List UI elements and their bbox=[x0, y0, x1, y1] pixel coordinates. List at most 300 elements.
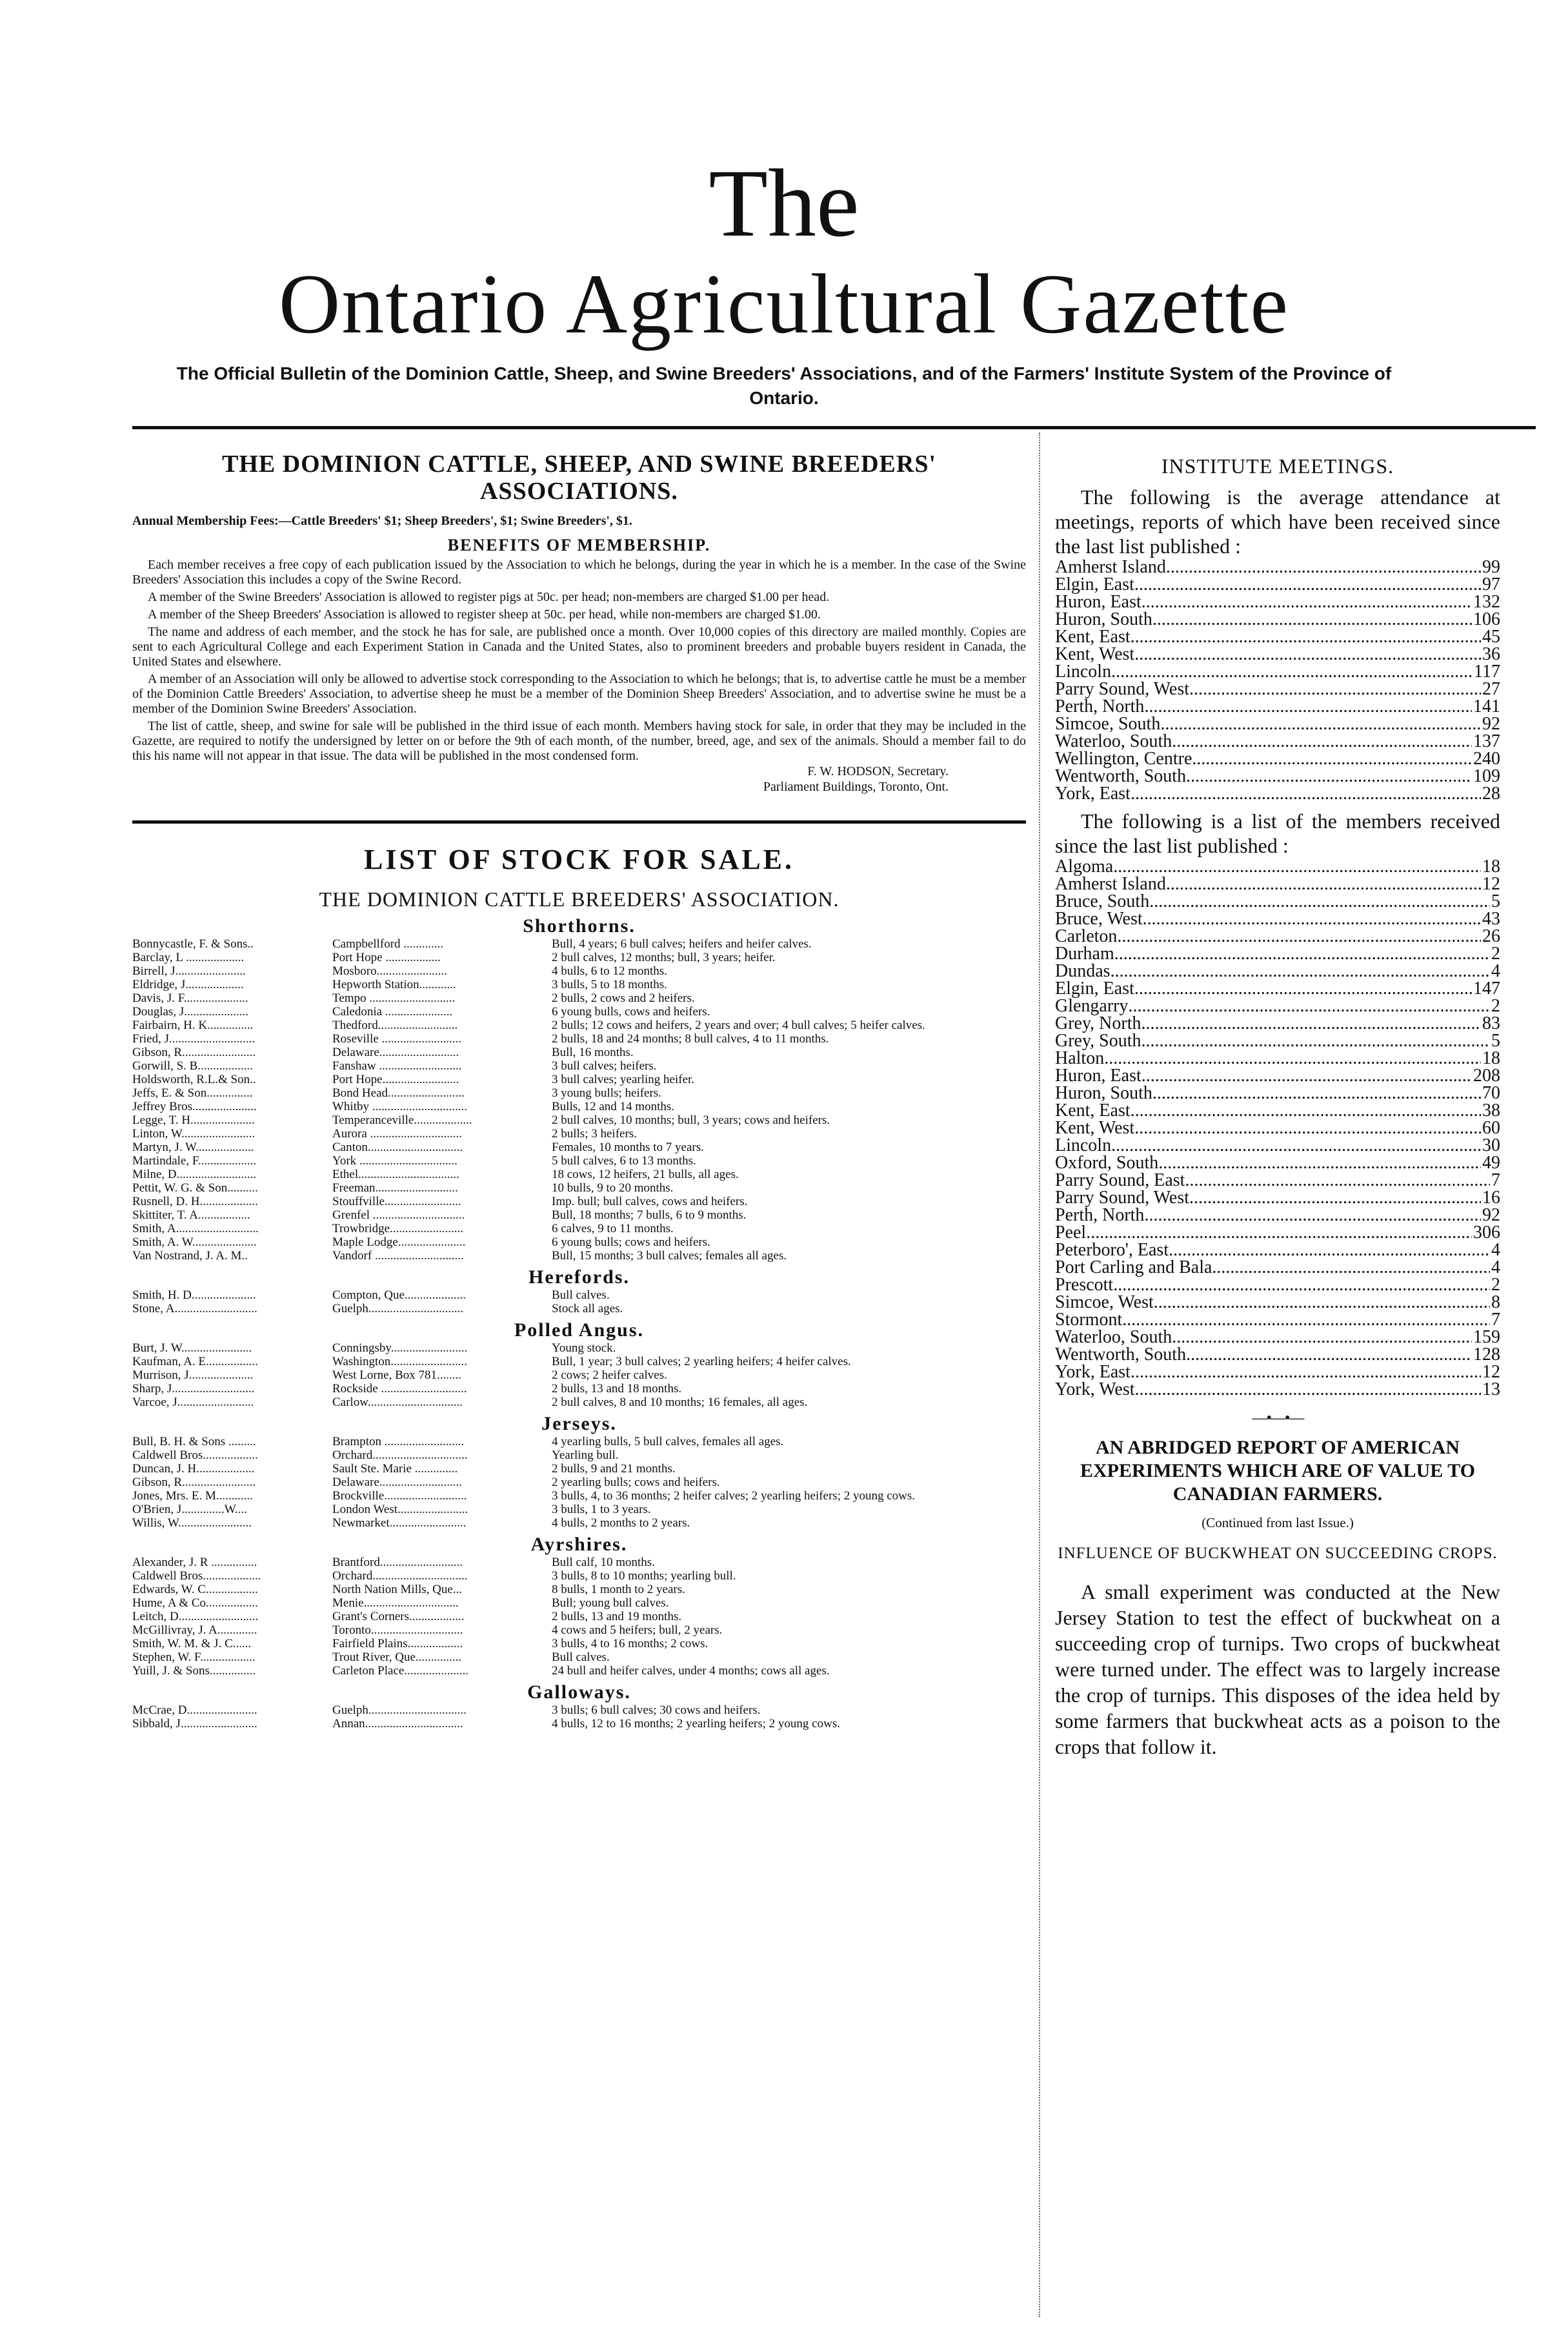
district-name: Wellington, Centre bbox=[1055, 749, 1192, 769]
stock-description: 5 bull calves, 6 to 13 months. bbox=[552, 1154, 696, 1168]
breeder-name: Martyn, J. W................... bbox=[132, 1141, 254, 1154]
breeder-name: McGillivray, J. A............. bbox=[132, 1623, 257, 1637]
district-name: Elgin, East bbox=[1055, 979, 1134, 999]
leader-dots bbox=[1149, 893, 1490, 910]
leader-dots bbox=[1192, 750, 1472, 767]
stock-description: Bull, 15 months; 3 bull calves; females all ages. bbox=[552, 1249, 787, 1263]
leader-dots bbox=[1189, 1189, 1481, 1206]
stock-row bbox=[132, 1489, 1026, 1503]
stock-row bbox=[132, 1569, 1026, 1583]
list-item bbox=[1055, 1381, 1500, 1398]
stock-row bbox=[132, 1073, 1026, 1086]
stock-description: 4 bulls, 12 to 16 months; 2 yearling heifers; 2 young cows. bbox=[552, 1717, 840, 1731]
breeder-location: Ethel................................. bbox=[332, 1168, 459, 1181]
district-name: Parry Sound, East bbox=[1055, 1170, 1185, 1190]
stock-description: 2 bulls, 13 and 18 months. bbox=[552, 1382, 682, 1396]
breeder-name: Jeffrey Bros..................... bbox=[132, 1100, 257, 1113]
stock-description: 3 young bulls; heifers. bbox=[552, 1086, 661, 1100]
stock-description: 4 bulls, 2 months to 2 years. bbox=[552, 1516, 690, 1530]
district-count: 43 bbox=[1482, 909, 1500, 929]
stock-description: Stock all ages. bbox=[552, 1302, 623, 1315]
members-intro: The following is a list of the members received since the last list published : bbox=[1055, 809, 1500, 857]
district-name: Parry Sound, West bbox=[1055, 679, 1190, 699]
top-rule bbox=[132, 426, 1536, 429]
breeder-location: Aurora .............................. bbox=[332, 1127, 463, 1141]
breeder-name: Milne, D.......................... bbox=[132, 1168, 257, 1181]
list-item bbox=[1055, 767, 1500, 785]
breeder-location: Freeman........................... bbox=[332, 1181, 458, 1195]
stock-description: 10 bulls, 9 to 20 months. bbox=[552, 1181, 674, 1195]
stock-row bbox=[132, 1019, 1026, 1032]
district-count: 36 bbox=[1482, 644, 1500, 664]
stock-description: Bull, 16 months. bbox=[552, 1046, 634, 1059]
leader-dots bbox=[1169, 1241, 1490, 1259]
stock-description: 2 bulls, 18 and 24 months; 8 bull calves, 4 to 11 months. bbox=[552, 1032, 829, 1046]
stock-description: 2 bulls, 13 and 19 months. bbox=[552, 1610, 682, 1623]
list-item bbox=[1055, 750, 1500, 767]
list-item bbox=[1055, 997, 1500, 1015]
district-count: 16 bbox=[1482, 1188, 1500, 1208]
breeder-name: Sibbald, J......................... bbox=[132, 1717, 257, 1731]
breeder-name: Jeffs, E. & Son............... bbox=[132, 1086, 253, 1100]
list-item bbox=[1055, 1172, 1500, 1189]
breeder-location: Sault Ste. Marie .............. bbox=[332, 1462, 458, 1476]
district-count: 97 bbox=[1482, 574, 1500, 594]
district-count: 12 bbox=[1482, 1362, 1500, 1382]
district-count: 60 bbox=[1482, 1118, 1500, 1138]
district-count: 30 bbox=[1482, 1135, 1500, 1155]
leader-dots bbox=[1158, 1154, 1481, 1172]
stock-row bbox=[132, 937, 1026, 951]
leader-dots bbox=[1143, 910, 1481, 928]
district-count: 137 bbox=[1473, 731, 1500, 751]
district-name: Amherst Island bbox=[1055, 557, 1166, 577]
continued-note: (Continued from last Issue.) bbox=[1201, 1515, 1354, 1530]
leader-dots bbox=[1086, 1224, 1472, 1241]
stock-description: 2 bulls, 9 and 21 months. bbox=[552, 1462, 676, 1476]
cattle-association-heading: THE DOMINION CATTLE BREEDERS' ASSOCIATION. bbox=[319, 888, 839, 911]
district-count: 92 bbox=[1482, 1205, 1500, 1225]
leader-dots bbox=[1152, 1084, 1481, 1102]
district-count: 4 bbox=[1491, 961, 1500, 981]
breeder-location: Delaware........................... bbox=[332, 1476, 463, 1489]
district-name: Bruce, South bbox=[1055, 891, 1150, 911]
stock-row bbox=[132, 1059, 1026, 1073]
stock-row bbox=[132, 1235, 1026, 1249]
breeder-location: Brockville........................... bbox=[332, 1489, 467, 1503]
stock-description: Young stock. bbox=[552, 1341, 616, 1355]
list-item bbox=[1055, 1311, 1500, 1328]
breeder-name: Birrell, J....................... bbox=[132, 964, 246, 978]
list-item bbox=[1055, 928, 1500, 945]
report-subheading: INFLUENCE OF BUCKWHEAT ON SUCCEEDING CROPS. bbox=[1058, 1545, 1498, 1562]
subtitle: The Official Bulletin of the Dominion Cattle, Sheep, and Swine Breeders' Associations, and of the Farmers' Institute System of the Province of Ontario. bbox=[176, 363, 1392, 408]
district-name: Huron, East bbox=[1055, 592, 1141, 612]
breeder-name: Edwards, W. C................. bbox=[132, 1583, 258, 1596]
district-count: 38 bbox=[1482, 1101, 1500, 1121]
district-name: York, East bbox=[1055, 784, 1131, 804]
district-name: Lincoln bbox=[1055, 1135, 1112, 1155]
district-name: Glengarry bbox=[1055, 996, 1129, 1016]
breeder-name: Bonnycastle, F. & Sons.. bbox=[132, 937, 254, 951]
breeder-location: Fairfield Plains.................. bbox=[332, 1637, 463, 1650]
stock-row bbox=[132, 1596, 1026, 1610]
stock-description: 18 cows, 12 heifers, 21 bulls, all ages. bbox=[552, 1168, 739, 1181]
associations-heading: THE DOMINION CATTLE, SHEEP, AND SWINE BREEDERS' ASSOCIATIONS. bbox=[221, 451, 937, 505]
stock-description: Bull, 18 months; 7 bulls, 6 to 9 months. bbox=[552, 1208, 747, 1222]
stock-description: 2 cows; 2 heifer calves. bbox=[552, 1368, 667, 1382]
breeder-name: Legge, T. H..................... bbox=[132, 1113, 255, 1127]
list-item bbox=[1055, 1189, 1500, 1206]
breeder-location: Stouffville......................... bbox=[332, 1195, 461, 1208]
breeder-location: Campbellford ............. bbox=[332, 937, 444, 951]
stock-row bbox=[132, 1583, 1026, 1596]
attendance-intro: The following is the average attendance at meetings, reports of which have been received since the last list published : bbox=[1055, 485, 1500, 558]
stock-row bbox=[132, 1703, 1026, 1717]
breeder-name: Gorwill, S. B.................. bbox=[132, 1059, 253, 1073]
list-item bbox=[1055, 733, 1500, 750]
stock-description: 4 cows and 5 heifers; bull, 2 years. bbox=[552, 1623, 723, 1637]
leader-dots bbox=[1186, 1346, 1472, 1363]
list-item bbox=[1055, 858, 1500, 875]
stock-row bbox=[132, 1113, 1026, 1127]
stock-row bbox=[132, 1005, 1026, 1019]
district-count: 159 bbox=[1473, 1327, 1500, 1347]
district-count: 99 bbox=[1482, 557, 1500, 577]
breeder-location: Orchard............................... bbox=[332, 1448, 468, 1462]
stock-row bbox=[132, 1462, 1026, 1476]
list-item bbox=[1055, 1084, 1500, 1102]
breeder-name: Willis, W........................ bbox=[132, 1516, 252, 1530]
stock-row bbox=[132, 1516, 1026, 1530]
breed-heading: Galloways. bbox=[527, 1681, 631, 1703]
district-name: Kent, East bbox=[1055, 1101, 1131, 1121]
stock-row bbox=[132, 1382, 1026, 1396]
benefit-paragraph: A member of an Association will only be allowed to advertise stock corresponding to the Association to which he belongs; that is, to advertise cattle he must be a member of the Dominion Cattle Breeders' Association, to advertise sheep he must be a member of the Dominion Sheep Breeders' Association, and to advertise swine he must be a member of the Dominion Swine Breeders' Association. bbox=[132, 672, 1026, 716]
district-name: Stormont bbox=[1055, 1310, 1123, 1330]
secretary-address: Parliament Buildings, Toronto, Ont. bbox=[763, 780, 949, 794]
leader-dots bbox=[1134, 645, 1481, 663]
district-name: Grey, South bbox=[1055, 1031, 1141, 1051]
breeder-location: Compton, Que.................... bbox=[332, 1288, 466, 1302]
breeder-location: Brantford........................... bbox=[332, 1556, 463, 1569]
district-count: 26 bbox=[1482, 926, 1500, 946]
benefit-paragraph: Each member receives a free copy of each publication issued by the Association to which he belongs, during the year in which he is a member. In the case of the Swine Breeders' Association this includes a copy of the Swine Record. bbox=[132, 558, 1026, 587]
stock-row bbox=[132, 1623, 1026, 1637]
breeder-name: Douglas, J..................... bbox=[132, 1005, 248, 1019]
stock-description: Bull; young bull calves. bbox=[552, 1596, 669, 1610]
district-name: Perth, North bbox=[1055, 696, 1145, 716]
stock-description: 3 bulls, 1 to 3 years. bbox=[552, 1503, 651, 1516]
district-name: Wentworth, South bbox=[1055, 766, 1187, 786]
stock-description: Bull calves. bbox=[552, 1288, 610, 1302]
stock-row bbox=[132, 1435, 1026, 1448]
district-name: Kent, East bbox=[1055, 627, 1131, 647]
district-count: 117 bbox=[1474, 662, 1500, 682]
stock-row bbox=[132, 1222, 1026, 1235]
breeder-location: Thedford.......................... bbox=[332, 1019, 458, 1032]
left-column bbox=[132, 445, 1026, 1731]
masthead bbox=[0, 150, 1568, 352]
list-item bbox=[1055, 1206, 1500, 1224]
stock-row bbox=[132, 1610, 1026, 1623]
stock-list bbox=[132, 915, 1026, 1731]
district-name: Peel bbox=[1055, 1223, 1087, 1243]
district-count: 2 bbox=[1491, 1275, 1500, 1295]
list-item bbox=[1055, 715, 1500, 733]
district-name: York, East bbox=[1055, 1362, 1131, 1382]
leader-dots bbox=[1141, 1015, 1481, 1032]
leader-dots bbox=[1117, 928, 1481, 945]
stock-row bbox=[132, 1168, 1026, 1181]
breeder-location: Grant's Corners.................. bbox=[332, 1610, 465, 1623]
district-count: 4 bbox=[1491, 1257, 1500, 1277]
district-count: 240 bbox=[1473, 749, 1500, 769]
stock-row bbox=[132, 1476, 1026, 1489]
stock-row bbox=[132, 1032, 1026, 1046]
stock-row bbox=[132, 991, 1026, 1005]
breeder-location: Annan................................ bbox=[332, 1717, 463, 1731]
leader-dots bbox=[1131, 1102, 1481, 1119]
breeder-name: Smith, W. M. & J. C...... bbox=[132, 1637, 252, 1650]
breeder-name: Pettit, W. G. & Son.......... bbox=[132, 1181, 258, 1195]
district-count: 12 bbox=[1482, 874, 1500, 894]
list-item bbox=[1055, 910, 1500, 928]
column-divider bbox=[1039, 432, 1040, 2317]
district-name: York, West bbox=[1055, 1379, 1135, 1399]
breeder-name: Burt, J. W....................... bbox=[132, 1341, 252, 1355]
list-item bbox=[1055, 593, 1500, 611]
stock-row bbox=[132, 1448, 1026, 1462]
breeder-location: Toronto.............................. bbox=[332, 1623, 463, 1637]
breeder-location: York ................................ bbox=[332, 1154, 457, 1168]
breed-heading: Ayrshires. bbox=[530, 1534, 628, 1555]
breeder-name: Fried, J............................ bbox=[132, 1032, 255, 1046]
breeder-location: West Lorne, Box 781........ bbox=[332, 1368, 462, 1382]
leader-dots bbox=[1144, 698, 1472, 715]
breeder-location: Guelph................................ bbox=[332, 1703, 467, 1717]
district-count: 27 bbox=[1482, 679, 1500, 699]
stock-row bbox=[132, 978, 1026, 991]
stock-row bbox=[132, 1650, 1026, 1664]
breeder-name: Yuill, J. & Sons............... bbox=[132, 1664, 256, 1678]
stock-row bbox=[132, 1355, 1026, 1368]
district-count: 147 bbox=[1473, 979, 1500, 999]
stock-row bbox=[132, 1127, 1026, 1141]
breeder-location: Hepworth Station............ bbox=[332, 978, 456, 991]
breeder-name: Alexander, J. R ............... bbox=[132, 1556, 257, 1569]
breeder-location: Whitby ............................... bbox=[332, 1100, 467, 1113]
leader-dots bbox=[1186, 767, 1472, 785]
stock-description: 3 bull calves; yearling heifer. bbox=[552, 1073, 695, 1086]
district-name: Waterloo, South bbox=[1055, 1327, 1172, 1347]
breeder-location: Roseville .......................... bbox=[332, 1032, 462, 1046]
stock-description: 6 young bulls, cows and heifers. bbox=[552, 1005, 710, 1019]
breeder-name: Barclay, L ................... bbox=[132, 951, 245, 964]
district-count: 18 bbox=[1482, 1048, 1500, 1068]
report-heading: AN ABRIDGED REPORT OF AMERICAN EXPERIMENTS WHICH ARE OF VALUE TO CANADIAN FARMERS. bbox=[1080, 1437, 1476, 1505]
breeder-location: Tempo ............................ bbox=[332, 991, 456, 1005]
list-item bbox=[1055, 1050, 1500, 1067]
breeder-location: Rockside ............................ bbox=[332, 1382, 467, 1396]
institute-heading: INSTITUTE MEETINGS. bbox=[1161, 454, 1394, 478]
leader-dots bbox=[1131, 628, 1481, 645]
leader-dots bbox=[1141, 1067, 1472, 1084]
section-rule bbox=[132, 820, 1026, 824]
stock-description: 2 bulls, 2 cows and 2 heifers. bbox=[552, 991, 695, 1005]
list-item bbox=[1055, 1102, 1500, 1119]
district-name: Elgin, East bbox=[1055, 574, 1134, 594]
district-name: Huron, South bbox=[1055, 609, 1152, 629]
breeder-name: Smith, A........................... bbox=[132, 1222, 259, 1235]
breeder-name: Gibson, R........................ bbox=[132, 1046, 256, 1059]
breeder-name: Leitch, D.......................... bbox=[132, 1610, 259, 1623]
stock-row bbox=[132, 1208, 1026, 1222]
stock-row bbox=[132, 1141, 1026, 1154]
breeder-location: Caledonia ...................... bbox=[332, 1005, 453, 1019]
stock-row bbox=[132, 1249, 1026, 1263]
breeder-name: Hume, A & Co................. bbox=[132, 1596, 258, 1610]
breeder-location: Delaware.......................... bbox=[332, 1046, 459, 1059]
district-count: 7 bbox=[1491, 1310, 1500, 1330]
stock-row bbox=[132, 1503, 1026, 1516]
breeder-name: Stone, A........................... bbox=[132, 1302, 257, 1315]
list-item bbox=[1055, 576, 1500, 593]
district-name: Port Carling and Bala bbox=[1055, 1257, 1212, 1277]
breeder-location: Trowbridge........................ bbox=[332, 1222, 464, 1235]
leader-dots bbox=[1134, 1119, 1481, 1137]
leader-dots bbox=[1131, 1363, 1481, 1381]
leader-dots bbox=[1113, 1276, 1490, 1294]
leader-dots bbox=[1111, 1137, 1481, 1154]
breeder-location: Bond Head......................... bbox=[332, 1086, 465, 1100]
list-item bbox=[1055, 680, 1500, 698]
breeder-location: Orchard............................... bbox=[332, 1569, 468, 1583]
breeder-location: Newmarket......................... bbox=[332, 1516, 467, 1530]
stock-description: 2 bull calves, 10 months; bull, 3 years; cows and heifers. bbox=[552, 1113, 830, 1127]
benefit-paragraph: The name and address of each member, and the stock he has for sale, are published once a month. Over 10,000 copies of this directory are mailed monthly. Copies are sent to each Agricultural College and each Experiment Station in Canada and the United States, also to prominent breeders and probable buyers resident in Canada, the United States and elsewhere. bbox=[132, 625, 1026, 669]
district-count: 106 bbox=[1473, 609, 1500, 629]
leader-dots bbox=[1114, 945, 1490, 962]
district-count: 83 bbox=[1482, 1013, 1500, 1033]
ornament-divider: —•—•— bbox=[1252, 1410, 1303, 1426]
leader-dots bbox=[1166, 875, 1481, 893]
stock-description: 3 bulls; 6 bull calves; 30 cows and heifers. bbox=[552, 1703, 761, 1717]
breeder-name: Caldwell Bros.................. bbox=[132, 1448, 258, 1462]
breeder-name: Varcoe, J......................... bbox=[132, 1396, 254, 1409]
district-name: Wentworth, South bbox=[1055, 1345, 1187, 1365]
breeder-location: Menie............................... bbox=[332, 1596, 459, 1610]
leader-dots bbox=[1172, 1328, 1472, 1346]
list-item bbox=[1055, 980, 1500, 997]
breeder-location: Vandorf ............................. bbox=[332, 1249, 464, 1263]
stock-description: Bull, 4 years; 6 bull calves; heifers and heifer calves. bbox=[552, 937, 812, 951]
breed-heading: Jerseys. bbox=[541, 1413, 617, 1434]
breeder-name: Gibson, R........................ bbox=[132, 1476, 256, 1489]
leader-dots bbox=[1160, 715, 1481, 733]
right-column bbox=[1055, 445, 1500, 1760]
stock-description: Females, 10 months to 7 years. bbox=[552, 1141, 704, 1154]
district-name: Prescott bbox=[1055, 1275, 1114, 1295]
district-name: Huron, East bbox=[1055, 1066, 1141, 1086]
breeder-name: Van Nostrand, J. A. M.. bbox=[132, 1249, 248, 1263]
breed-heading: Shorthorns. bbox=[523, 915, 636, 937]
list-item bbox=[1055, 1224, 1500, 1241]
stock-row bbox=[132, 1396, 1026, 1409]
breeder-location: Carlow............................... bbox=[332, 1396, 463, 1409]
district-count: 18 bbox=[1482, 857, 1500, 877]
breeder-location: London West....................... bbox=[332, 1503, 468, 1516]
district-count: 5 bbox=[1491, 891, 1500, 911]
district-name: Durham bbox=[1055, 944, 1114, 964]
breeder-name: Sharp, J........................... bbox=[132, 1382, 255, 1396]
list-item bbox=[1055, 1259, 1500, 1276]
stock-description: Bull calf, 10 months. bbox=[552, 1556, 655, 1569]
leader-dots bbox=[1135, 1381, 1481, 1398]
list-item bbox=[1055, 1154, 1500, 1172]
members-list bbox=[1055, 858, 1500, 1398]
breed-heading: Polled Angus. bbox=[514, 1319, 645, 1341]
district-name: Oxford, South bbox=[1055, 1153, 1159, 1173]
breeder-name: Smith, H. D..................... bbox=[132, 1288, 256, 1302]
benefit-paragraph: A member of the Swine Breeders' Association is allowed to register pigs at 50c. per head; non-members are charged $1.00 per head. bbox=[148, 590, 830, 604]
breeder-name: Fairbairn, H. K............... bbox=[132, 1019, 254, 1032]
breeder-name: Caldwell Bros................... bbox=[132, 1569, 261, 1583]
stock-description: 2 bull calves, 8 and 10 months; 16 females, all ages. bbox=[552, 1396, 808, 1409]
district-count: 141 bbox=[1473, 696, 1500, 716]
report-paragraph: A small experiment was conducted at the New Jersey Station to test the effect of buckwheat on a succeeding crop of turnips. Two crops of buckwheat were turned under. The effect was to largely increase the crop of turnips. This disposes of the idea held by some farmers that buckwheat acts as a poison to the crops that follow it. bbox=[1055, 1580, 1500, 1758]
stock-description: 2 bull calves, 12 months; bull, 3 years; heifer. bbox=[552, 951, 776, 964]
breeder-name: Davis, J. F..................... bbox=[132, 991, 248, 1005]
stock-row bbox=[132, 1195, 1026, 1208]
stock-description: 3 bulls, 5 to 18 months. bbox=[552, 978, 667, 991]
stock-row bbox=[132, 1154, 1026, 1168]
district-name: Peterboro', East bbox=[1055, 1240, 1169, 1260]
breeder-name: McCrae, D....................... bbox=[132, 1703, 257, 1717]
list-item bbox=[1055, 628, 1500, 645]
list-item bbox=[1055, 1119, 1500, 1137]
district-name: Kent, West bbox=[1055, 1118, 1135, 1138]
breeder-location: Brampton .......................... bbox=[332, 1435, 465, 1448]
leader-dots bbox=[1172, 733, 1472, 750]
benefits-heading: BENEFITS OF MEMBERSHIP. bbox=[447, 536, 711, 554]
district-name: Algoma bbox=[1055, 857, 1114, 877]
district-count: 70 bbox=[1482, 1083, 1500, 1103]
stock-row bbox=[132, 1086, 1026, 1100]
stock-heading: LIST OF STOCK FOR SALE. bbox=[363, 844, 795, 875]
breeder-location: Carleton Place..................... bbox=[332, 1664, 469, 1678]
list-item bbox=[1055, 611, 1500, 628]
district-name: Carleton bbox=[1055, 926, 1118, 946]
district-count: 45 bbox=[1482, 627, 1500, 647]
breeder-name: Martindale, F................... bbox=[132, 1154, 257, 1168]
stock-description: 3 bull calves; heifers. bbox=[552, 1059, 657, 1073]
breeder-location: Mosboro....................... bbox=[332, 964, 447, 978]
list-item bbox=[1055, 893, 1500, 910]
stock-description: Bull calves. bbox=[552, 1650, 610, 1664]
leader-dots bbox=[1111, 663, 1473, 680]
masthead-title: Ontario Agricultural Gazette bbox=[278, 256, 1290, 351]
stock-row bbox=[132, 1100, 1026, 1113]
leader-dots bbox=[1134, 576, 1481, 593]
district-count: 4 bbox=[1491, 1240, 1500, 1260]
district-name: Dundas bbox=[1055, 961, 1111, 981]
breeder-name: Holdsworth, R.L.& Son.. bbox=[132, 1073, 256, 1086]
breeder-name: Stephen, W. F.................. bbox=[132, 1650, 256, 1664]
stock-row bbox=[132, 1288, 1026, 1302]
district-count: 7 bbox=[1491, 1170, 1500, 1190]
stock-description: 4 bulls, 6 to 12 months. bbox=[552, 964, 667, 978]
